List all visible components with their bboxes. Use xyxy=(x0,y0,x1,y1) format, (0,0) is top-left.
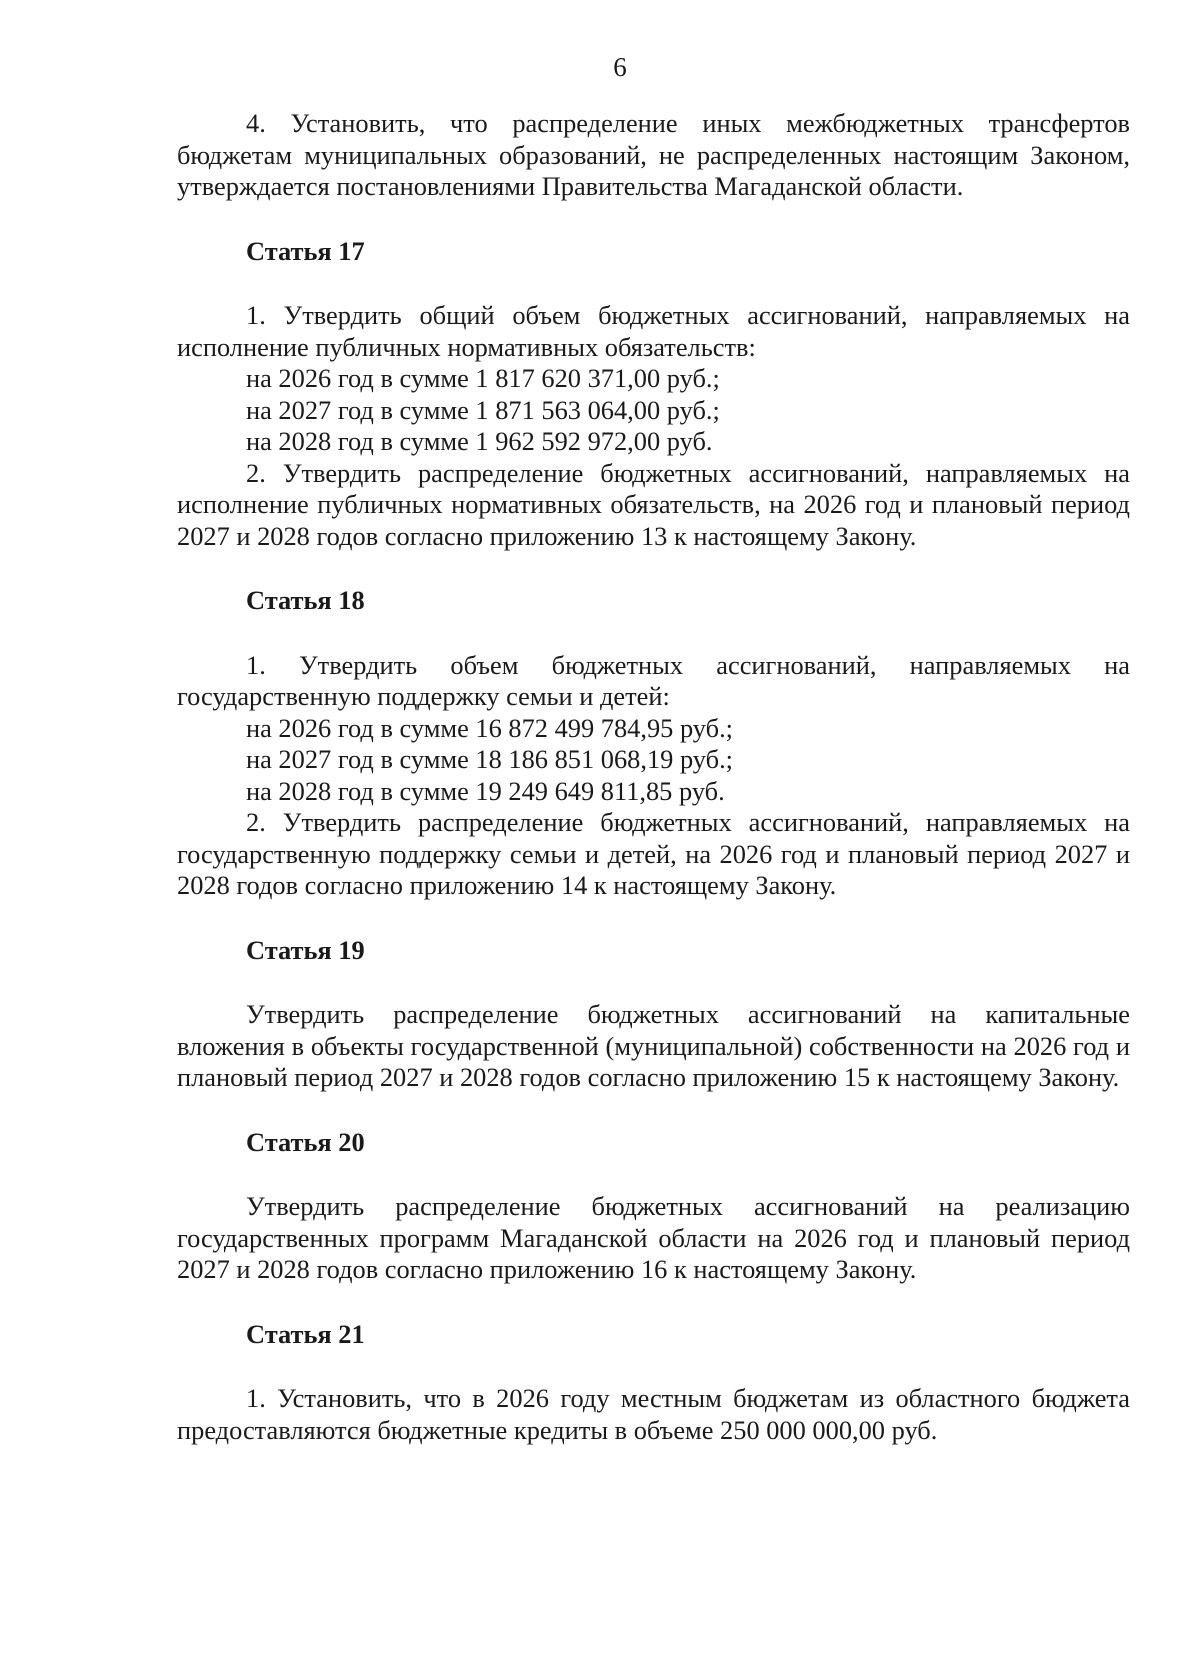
paragraph-4: 4. Установить, что распределение иных межбюджетных трансфертов бюджетам муниципальных образований, не распределенных настоящим Законом, утверждается постановлениями Правительства Магаданской области. xyxy=(177,108,1130,201)
article-18-paragraph-1: 1. Утвердить объем бюджетных ассигнований, направляемых на государственную поддержку семьи и детей: xyxy=(177,649,1130,711)
article-18-amount-2027: на 2027 год в сумме 18 186 851 068,19 руб.; xyxy=(246,744,734,774)
article-17-amount-2028: на 2028 год в сумме 1 962 592 972,00 руб. xyxy=(246,426,713,456)
article-17-heading: Статья 17 xyxy=(246,235,365,266)
article-18-heading: Статья 18 xyxy=(246,585,365,615)
article-17-amount-2027: на 2027 год в сумме 1 871 563 064,00 руб.; xyxy=(246,394,720,425)
page-number: 6 xyxy=(613,52,627,82)
article-18-amount-2028: на 2028 год в сумме 19 249 649 811,85 руб. xyxy=(246,775,725,806)
article-19-paragraph-1: Утвердить распределение бюджетных ассигнований на капитальные вложения в объекты государственной (муниципальной) собственности на 2026 год и плановый период 2027 и 2028 годов согласно приложению 15 к настоящему Закону. xyxy=(177,999,1130,1092)
article-21-heading: Статья 21 xyxy=(246,1318,365,1349)
article-20-heading: Статья 20 xyxy=(246,1126,365,1157)
article-18-amount-2026: на 2026 год в сумме 16 872 499 784,95 руб.; xyxy=(246,712,734,743)
article-17-paragraph-2: 2. Утвердить распределение бюджетных ассигнований, направляемых на исполнение публичных нормативных обязательств, на 2026 год и плановый период 2027 и 2028 годов согласно приложению 13 к настоящему Закону. xyxy=(177,457,1130,551)
document-body xyxy=(177,108,1130,1446)
article-18-paragraph-2: 2. Утвердить распределение бюджетных ассигнований, направляемых на государственную поддержку семьи и детей, на 2026 год и плановый период 2027 и 2028 годов согласно приложению 14 к настоящему Закону. xyxy=(177,807,1130,900)
article-21-paragraph-1: 1. Установить, что в 2026 году местным бюджетам из областного бюджета предоставляются бюджетные кредиты в объеме 250 000 000,00 руб. xyxy=(177,1383,1130,1445)
article-17-amount-2026: на 2026 год в сумме 1 817 620 371,00 руб.; xyxy=(246,363,720,393)
article-19-heading: Статья 19 xyxy=(246,934,365,965)
article-20-paragraph-1: Утвердить распределение бюджетных ассигнований на реализацию государственных программ Магаданской области на 2026 год и плановый период 2027 и 2028 годов согласно приложению 16 к настоящему Закону. xyxy=(177,1191,1130,1284)
article-17-paragraph-1: 1. Утвердить общий объем бюджетных ассигнований, направляемых на исполнение публичных нормативных обязательств: xyxy=(177,300,1130,362)
